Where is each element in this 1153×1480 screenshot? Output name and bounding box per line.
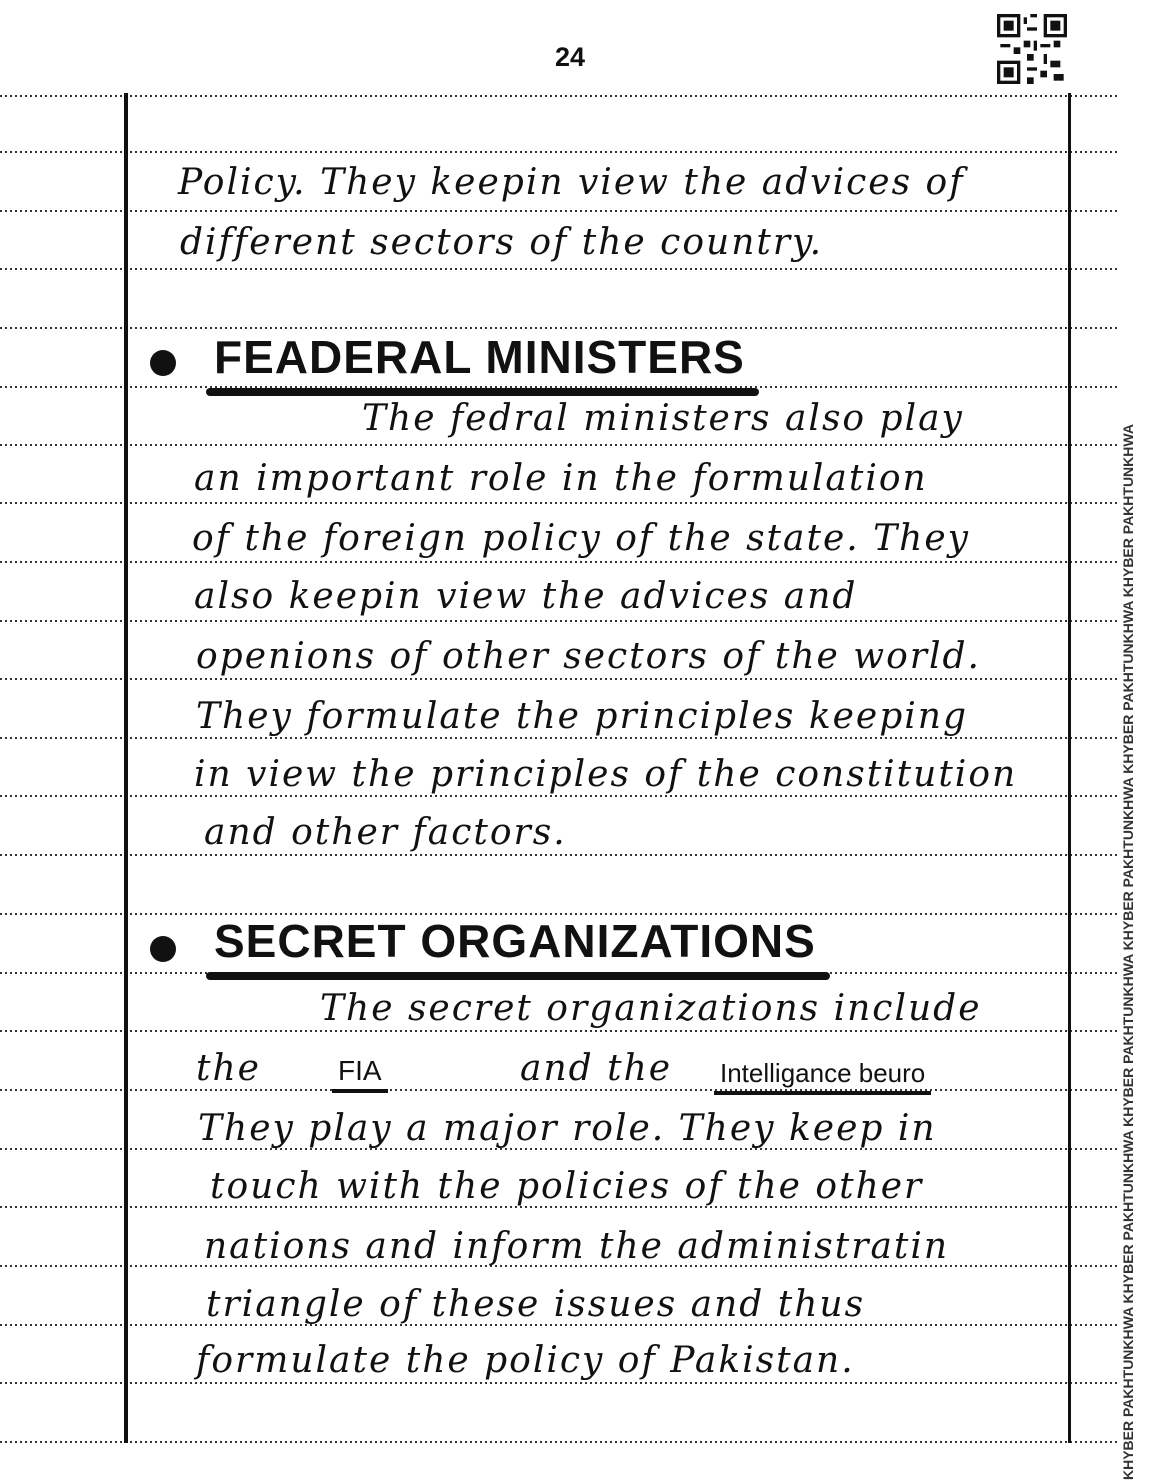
intro-line-2: different sectors of the country. bbox=[180, 222, 824, 263]
qr-code-icon bbox=[997, 14, 1067, 84]
paragraph-line: The fedral ministers also play bbox=[362, 398, 964, 439]
term-fia bbox=[338, 1055, 382, 1087]
watermark-text: KHYBER PAKHTUNKHWA KHYBER PAKHTUNKHWA KHYBER PAKHTUNKHWA KHYBER PAKHTUNKHWA KHYBER PAKHTUNKHWA KHYBER PAKHTUNKHWA bbox=[1120, 424, 1136, 1480]
bullet-icon bbox=[150, 936, 176, 962]
section-heading-federal-ministers bbox=[214, 330, 745, 384]
paragraph-line: They formulate the principles keeping bbox=[196, 696, 969, 737]
heading-text: SECRET ORGANIZATIONS bbox=[214, 915, 816, 967]
term-text: FIA bbox=[338, 1055, 382, 1086]
side-watermark bbox=[1120, 0, 1150, 1480]
paragraph-line: They play a major role. They keep in bbox=[198, 1108, 937, 1149]
heading-underline bbox=[206, 388, 759, 396]
heading-text: FEADERAL MINISTERS bbox=[214, 331, 745, 383]
paragraph-line: touch with the policies of the other bbox=[210, 1166, 924, 1207]
paragraph-line: The secret organizations include bbox=[320, 988, 982, 1029]
paragraph-word: and the bbox=[520, 1048, 673, 1089]
heading-underline bbox=[206, 972, 830, 980]
section-heading-secret-organizations bbox=[214, 914, 816, 968]
paragraph-word: the bbox=[196, 1048, 261, 1089]
paragraph-line: triangle of these issues and thus bbox=[206, 1284, 866, 1325]
paragraph-line: nations and inform the administratin bbox=[204, 1226, 950, 1267]
paragraph-line: of the foreign policy of the state. They bbox=[192, 518, 970, 559]
term-underline bbox=[714, 1091, 931, 1095]
term-text: Intelligance beuro bbox=[720, 1058, 926, 1088]
left-margin-line bbox=[124, 93, 128, 1443]
term-intelligence-bureau bbox=[720, 1058, 925, 1089]
page-number: 24 bbox=[554, 42, 586, 72]
term-underline bbox=[332, 1089, 388, 1093]
paragraph-line: in view the principles of the constitution bbox=[194, 754, 1018, 795]
paragraph-line: and other factors. bbox=[204, 812, 567, 853]
bullet-icon bbox=[150, 350, 176, 376]
paragraph-line: openions of other sectors of the world. bbox=[196, 636, 981, 677]
paragraph-line: also keepin view the advices and bbox=[194, 576, 858, 617]
right-margin-line bbox=[1068, 93, 1071, 1443]
intro-line-1: Policy. They keepin view the advices of bbox=[178, 162, 965, 203]
paragraph-line: an important role in the formulation bbox=[194, 458, 928, 499]
paragraph-line: formulate the policy of Pakistan. bbox=[196, 1340, 855, 1381]
